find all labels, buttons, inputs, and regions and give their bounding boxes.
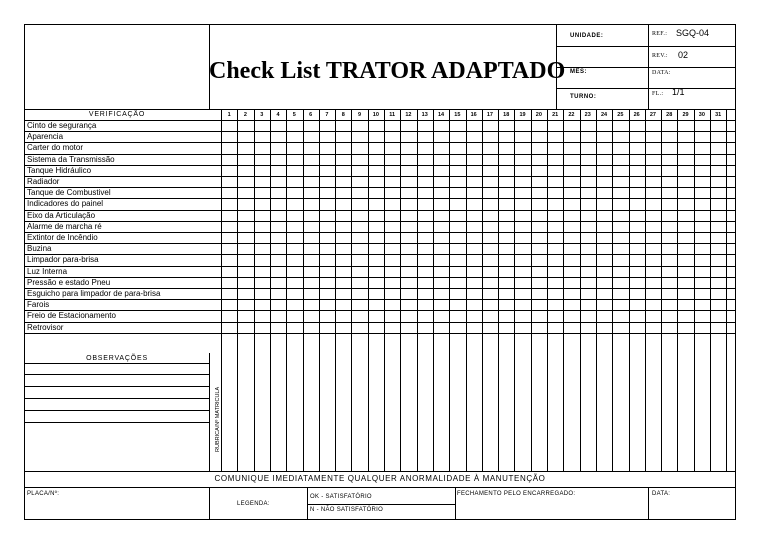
grid-line (580, 109, 581, 471)
day-number: 27 (649, 112, 656, 118)
checklist-item: Sistema da Transmissão (27, 154, 115, 164)
day-number: 4 (276, 112, 280, 118)
grid-line (563, 109, 564, 471)
grid-line (710, 109, 711, 471)
checklist-item: Aparencia (27, 132, 64, 142)
observacao-line[interactable] (25, 374, 209, 375)
observacoes-header: OBSERVAÇÕES (86, 355, 148, 362)
checklist-item: Indicadores do painel (27, 199, 104, 209)
page-title: Check List TRATOR ADAPTADO (209, 58, 566, 84)
observacao-line[interactable] (25, 386, 209, 387)
grid-line (433, 109, 434, 471)
checklist-item: Retrovisor (27, 322, 64, 332)
ref-value: SGQ-04 (676, 28, 710, 38)
day-number: 31 (715, 112, 722, 118)
day-number: 3 (260, 112, 264, 118)
checklist-item: Carter do motor (27, 143, 84, 153)
checklist-item: Cinto de segurança (27, 121, 97, 130)
grid-line (417, 109, 418, 471)
grid-line (645, 109, 646, 471)
checklist-sheet (24, 24, 736, 520)
grid-line (270, 109, 271, 471)
observacao-line[interactable] (25, 398, 209, 399)
fl-value: 1/1 (672, 87, 685, 97)
checklist-item: Pressão e estado Pneu (27, 277, 111, 287)
checklist-item: Limpador para-brisa (27, 255, 99, 265)
checklist-item: Luz Interna (27, 266, 68, 276)
grid-line (384, 109, 385, 471)
checklist-item: Farois (27, 300, 50, 310)
placa-label: PLACA/Nº: (27, 491, 60, 497)
observacao-line[interactable] (25, 422, 209, 423)
checklist-item: Esguicho para limpador de para-brisa (27, 289, 161, 298)
grid-line (726, 109, 727, 471)
grid-line (400, 109, 401, 471)
ref-label: REF.: (652, 31, 668, 37)
grid-line (449, 109, 450, 471)
footer-data-label: DATA: (652, 491, 671, 497)
day-number: 10 (372, 112, 379, 118)
turno-label: TURNO: (570, 94, 597, 100)
rev-label: REV.: (652, 53, 668, 59)
grid-line (694, 109, 695, 471)
grid-line (547, 109, 548, 471)
mes-label: MÊS: (570, 69, 587, 75)
verificacao-header: VERIFICAÇÃO (88, 111, 146, 118)
day-number: 28 (666, 112, 673, 118)
legenda-label: LEGENDA: (237, 501, 270, 507)
day-number: 20 (535, 112, 542, 118)
grid-line (498, 109, 499, 471)
checklist-item: Radiador (27, 177, 60, 186)
legend-n: N - NÃO SATISFATÓRIO (310, 507, 384, 513)
legend-ok: OK - SATISFATÓRIO (310, 494, 372, 500)
checklist-item: Tanque de Combustivel (27, 188, 111, 198)
grid-line (677, 109, 678, 471)
fl-label: FL.: (652, 91, 664, 97)
grid-line (466, 109, 467, 471)
day-number: 8 (341, 112, 345, 118)
grid-line (286, 109, 287, 471)
observacao-line[interactable] (25, 410, 209, 411)
checklist-item: Alarme de marcha ré (27, 221, 102, 231)
day-number: 2 (243, 112, 247, 118)
maintenance-notice: COMUNIQUE IMEDIATAMENTE QUALQUER ANORMALIDADE À MANUTENÇÃO (214, 474, 546, 483)
fechamento-label: FECHAMENTO PELO ENCARREGADO: (457, 491, 576, 497)
day-number: 11 (389, 112, 396, 118)
grid-line (661, 109, 662, 471)
rubrica-label: RUBRICA/Nº MATRICULA (215, 386, 221, 452)
checklist-item: Eixo da Articulação (27, 210, 96, 220)
grid-line (368, 109, 369, 471)
day-number: 7 (325, 112, 329, 118)
day-number: 21 (552, 112, 559, 118)
day-number: 30 (698, 112, 705, 118)
grid-line (351, 109, 352, 471)
day-number: 19 (519, 112, 526, 118)
grid-line (237, 109, 238, 471)
observacao-line[interactable] (25, 363, 209, 364)
day-number: 1 (227, 112, 231, 118)
day-number: 17 (486, 112, 493, 118)
grid-line (514, 109, 515, 471)
day-number: 13 (421, 112, 428, 118)
checklist-item: Tanque Hidráulico (27, 165, 92, 175)
grid-line (319, 109, 320, 471)
day-number: 5 (292, 112, 296, 118)
grid-line (629, 109, 630, 471)
grid-line (335, 109, 336, 471)
grid-line (221, 109, 222, 471)
day-number: 16 (470, 112, 477, 118)
day-number: 15 (454, 112, 461, 118)
grid-line (596, 109, 597, 471)
grid-line (303, 109, 304, 471)
day-number: 9 (358, 112, 362, 118)
grid-line (612, 109, 613, 471)
day-number: 23 (584, 112, 591, 118)
grid-line (482, 109, 483, 471)
unidade-label: UNIDADE: (570, 33, 604, 39)
day-number: 22 (568, 112, 575, 118)
data-label: DATA: (652, 70, 671, 76)
day-number: 14 (437, 112, 445, 118)
rev-value: 02 (678, 50, 689, 60)
day-number: 6 (309, 112, 313, 118)
checklist-item: Extintor de Incêndio (27, 233, 98, 242)
day-number: 12 (405, 112, 412, 118)
checklist-item: Buzina (27, 244, 52, 254)
day-number: 26 (633, 112, 640, 118)
grid-line (254, 109, 255, 471)
day-number: 24 (600, 112, 608, 118)
checklist-item: Freio de Estacionamento (27, 311, 116, 321)
day-number: 18 (503, 112, 510, 118)
day-number: 25 (617, 112, 624, 118)
day-number: 29 (682, 112, 689, 118)
grid-line (531, 109, 532, 471)
